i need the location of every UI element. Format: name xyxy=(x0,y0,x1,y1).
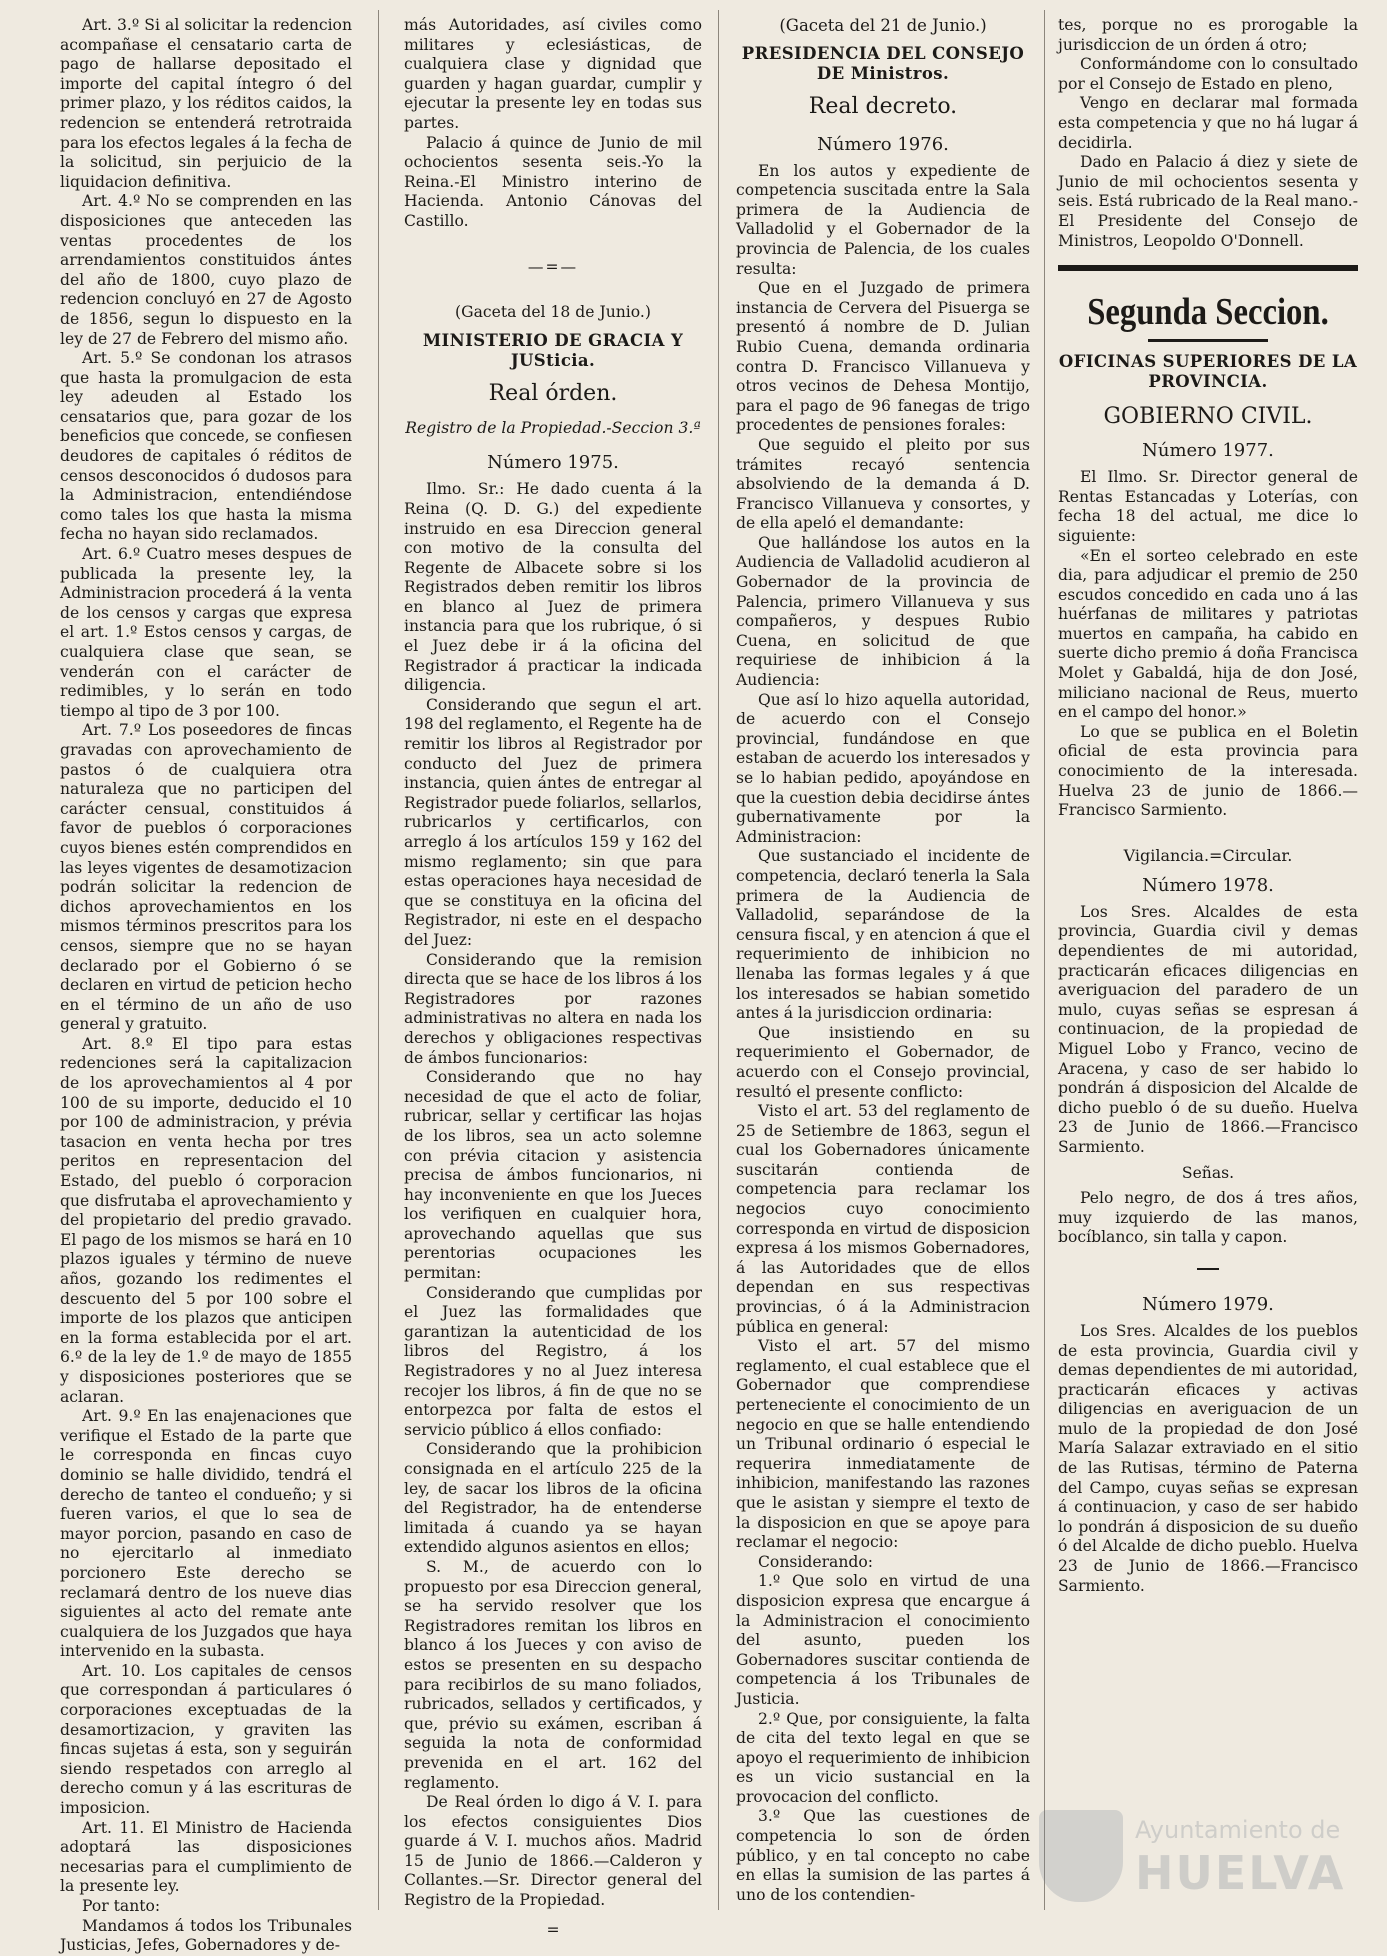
article-paragraph: Considerando que cumplidas por el Juez las formalidades que garantizan la autenticidad de los libros del Registro, á los Registradores y no al Juez interesa recojer los libros, á fin de que no se entorpezca por falta de estos el servicio público á ellos confiado: xyxy=(404,1283,702,1439)
article-paragraph: Ilmo. Sr.: He dado cuenta á la Reina (Q. D. G.) del expediente instruido en esa Direccion general con motivo de la consulta del Regente de Albacete sobre si los Registrados deben remitir los libros en blanco al Juez de primera instancia para que los rubrique, ó si el Juez debe ir á la oficina del Registrador á practicar la indicada diligencia. xyxy=(404,480,702,695)
section-title: Segunda Seccion. xyxy=(1087,291,1329,334)
item-number: Número 1977. xyxy=(1142,440,1274,462)
article-paragraph: S. M., de acuerdo con lo propuesto por esa Direccion general, se ha servido resolver que los Registradores remitan los libros en blanco á los Jueces y con aviso de estos se presenten en su despacho para recibirlos de su mano foliados, rubricados, sellados y certificados, y que, prévio su exámen, escriban á seguida la nota de conformidad prevenida en el art. 162 del reglamento. xyxy=(404,1557,702,1792)
article-paragraph: Mandamos á todos los Tribunales Justicias, Jefes, Gobernadores y de- xyxy=(60,1916,352,1955)
article-paragraph: Que así lo hizo aquella autoridad, de acuerdo con el Consejo provincial, fundándose en que estaban de acuerdo los interesados y se lo habian pedido, apoyándose en que la cuestion debia decidirse ántes gubernativamente por la Administracion: xyxy=(736,690,1030,846)
separator-bar xyxy=(1197,1268,1219,1270)
article-paragraph: Art. 11. El Ministro de Hacienda adoptará las disposiciones necesarias para el cumplimiento de la presente ley. xyxy=(60,1818,352,1896)
article-paragraph: Art. 7.º Los poseedores de fincas gravadas con aprovechamiento de pastos ó de cualquiera otra naturaleza que no participen del carácter censual, constituidos á favor de pueblos ó corporaciones cuyos bienes estén comprendidos en las leyes vigentes de desamotizacion podrán solicitar la redencion de dichos aprovechamientos en los mismos términos prescritos para los censos, siempre que no se hayan declarado por el Gobierno ó se declaren en virtud de peticion hecho en el término de un año de uso general y gratuito. xyxy=(60,721,352,1034)
watermark-line-1: Ayuntamiento de xyxy=(1135,1816,1341,1844)
separator: —=— xyxy=(527,257,579,276)
gazette-date: (Gaceta del 21 de Junio.) xyxy=(779,16,987,35)
column-divider xyxy=(718,10,719,1910)
section-subheading: Registro de la Propiedad.-Seccion 3.ª xyxy=(405,418,701,437)
article-paragraph: Art. 3.º Si al solicitar la redencion acompañase el censatario carta de pago de hallarse depositado el importe del capital íntegro ó del primer plazo, y los réditos caidos, la redencion se entenderá retrotraida para los efectos legales á la fecha de la solicitud, sin perjuicio de la liquidacion definitiva. xyxy=(60,16,352,191)
article-paragraph: Palacio á quince de Junio de mil ochocientos sesenta seis.-Yo la Reina.-El Ministro interino de Hacienda. Antonio Cánovas del Castillo. xyxy=(404,133,702,230)
section-rule xyxy=(1058,265,1358,271)
senas-heading: Señas. xyxy=(1181,1163,1235,1182)
column-1 xyxy=(60,16,352,1955)
column-4 xyxy=(1058,16,1358,1906)
city-seal-icon xyxy=(1039,1810,1123,1902)
article-paragraph: Los Sres. Alcaldes de los pueblos de esta provincia, Guardia civil y demas dependientes de mi autoridad, practicarán eficaces y activas diligencias en averiguacion de un mulo de la propiedad de don José María Salazar extraviado en el sitio de las Rutisas, término de Paterna del Campo, cuyas señas se expresan á continuacion, y caso de ser habido lo pondrán á disposicion de su dueño ó del Alcalde de dicho pueblo. Huelva 23 de Junio de 1866.—Francisco Sarmiento. xyxy=(1058,1321,1358,1595)
section-heading: Real órden. xyxy=(488,380,618,406)
watermark xyxy=(1039,1806,1369,1906)
article-paragraph: Vengo en declarar mal formada esta competencia y que no há lugar á decidirla. xyxy=(1058,94,1358,152)
article-paragraph: 2.º Que, por consiguiente, la falta de cita del texto legal en que se apoyo el requerimiento de inhibicion es un vicio sustancial en la provocacion del conflicto. xyxy=(736,1709,1030,1806)
article-paragraph: Considerando que la remision directa que se hace de los libros á los Registradores por razones administrativas no altera en nada los derechos y obligaciones respectivas de ámbos funcionarios: xyxy=(404,950,702,1067)
article-paragraph: más Autoridades, así civiles como militares y eclesiásticas, de cualquiera clase y dignidad que guarden y hagan guardar, cumplir y ejecutar la presente ley en todas sus partes. xyxy=(404,16,702,132)
article-paragraph: 3.º Que las cuestiones de competencia lo son de órden público, y en tal concepto no cabe en ellas la sumision de las partes á uno de los contendien- xyxy=(736,1807,1030,1904)
article-paragraph: Pelo negro, de dos á tres años, muy izquierdo de las manos, bocíblanco, sin talla y capon. xyxy=(1058,1189,1358,1247)
ornament-rule xyxy=(1148,339,1268,342)
item-number: Número 1976. xyxy=(817,133,949,155)
article-paragraph: Por tanto: xyxy=(82,1897,161,1915)
article-paragraph: 1.º Que solo en virtud de una disposicion expresa que encargue á la Administracion el conocimiento del asunto, pueden los Gobernadores suscitar contienda de competencia á los Tribunales de Justicia. xyxy=(736,1572,1030,1708)
article-paragraph: Art. 4.º No se comprenden en las disposiciones que anteceden las ventas procedentes de los arrendamientos constituidos ántes del año de 1800, cuyo plazo de redencion concluyó en 27 de Agosto de 1856, segun lo dispuesto en la ley de 27 de Febrero del mismo año. xyxy=(60,192,352,348)
item-number: Número 1975. xyxy=(487,452,619,474)
circular-heading: Vigilancia.=Circular. xyxy=(1123,845,1293,865)
article-paragraph: Que seguido el pleito por sus trámites recayó sentencia absolviendo de la demanda á D. Francisco Villanueva y consortes, y de ella apeló el demandante: xyxy=(736,435,1030,533)
item-number: Número 1979. xyxy=(1142,1293,1274,1315)
article-paragraph: Art. 6.º Cuatro meses despues de publicada la presente ley, la Administracion procederá á la venta de los censos y cargas que expresa el art. 1.º Estos censos y cargas, de cualquiera clase que sean, se venderán con el carácter de redimibles, y lo serán en todo tiempo al tipo de 3 por 100. xyxy=(60,545,352,720)
article-paragraph: Lo que se publica en el Boletin oficial de esta provincia para conocimiento de la interesada. Huelva 23 de junio de 1866.—Francisco Sarmiento. xyxy=(1058,722,1358,820)
article-paragraph: «En el sorteo celebrado en este dia, para adjudicar el premio de 250 escudos concedido en cada uno á las huérfanas de militares y patriotas muertos en campaña, ha cabido en suerte dicho premio á doña Francisca Molet y Gabaldá, hija de don José, miliciano nacional de Reus, muerto en el campo del honor.» xyxy=(1058,546,1358,722)
article-paragraph: Art. 9.º En las enajenaciones que verifique el Estado de la parte que le corresponda en fincas cuyo dominio se halle dividido, tendrá el derecho de tanteo el condueño; y si fueren varios, el que lo sea de mayor porcion, pasando en caso de no ejercitarlo al inmediato porcionero Este derecho se reclamará dentro de los nueve dias siguientes al acto del remate ante cualquiera de los Juzgados que haya intervenido en la subasta. xyxy=(60,1407,352,1661)
gobierno-heading: GOBIERNO CIVIL. xyxy=(1103,404,1313,430)
section-heading: Real decreto. xyxy=(808,93,958,119)
column-3 xyxy=(736,16,1030,1906)
article-paragraph: Art. 8.º El tipo para estas redenciones será la capitalizacion de los aprovechamientos al 4 por 100 de su importe, deducido el 10 por 100 de administracion, y prévia tasacion en venta hecha por tres peritos en representacion del Estado, del pueblo ó corporacion que disfrutaba el aprovechamiento y del propietario del predio gravado. El pago de los mismos se hará en 10 plazos iguales y término de nueve años, gozando los redimentes el descuento del 5 por 100 sobre el importe de los plazos que anticipen en la forma establecida por el art. 6.º de la ley de 1.º de mayo de 1855 y disposiciones posteriores que se aclaran. xyxy=(60,1034,352,1406)
article-paragraph: tes, porque no es prorogable la jurisdiccion de un órden á otro; xyxy=(1058,16,1358,54)
gazette-date: (Gaceta del 18 de Junio.) xyxy=(455,303,651,322)
offices-heading: OFICINAS SUPERIORES DE LA PROVINCIA. xyxy=(1058,352,1358,392)
ministry-heading: PRESIDENCIA DEL CONSEJO DE Ministros. xyxy=(741,43,1025,83)
column-divider xyxy=(1044,10,1045,1910)
item-number: Número 1978. xyxy=(1142,874,1274,896)
article-paragraph: Que sustanciado el incidente de competencia, declaró tenerla la Sala primera de la Audiencia de Valladolid, separándose de la censura fiscal, y en atencion á que el requerimiento de inhibicion no llenaba las formas legales y á que los interesados se habian sometido antes á la jurisdiccion ordinaria: xyxy=(736,847,1030,1023)
watermark-line-2: HUELVA xyxy=(1135,1846,1346,1900)
article-paragraph: Conformándome con lo consultado por el Consejo de Estado en pleno, xyxy=(1058,55,1358,93)
article-paragraph: Visto el art. 57 del mismo reglamento, el cual establece que el Gobernador que comprendiese perteneciente el conocimiento de un negocio en que se halle entendiendo un Tribunal ordinario ó especial le requerira inmediatamente de inhibicion, manifestando las razones que le asistan y siempre el texto de la disposicion en que se apoye para reclamar el negocio: xyxy=(736,1337,1030,1552)
article-paragraph: Que insistiendo en su requerimiento el Gobernador, de acuerdo con el Consejo provincial, resultó el presente conflicto: xyxy=(736,1023,1030,1101)
article-paragraph: Visto el art. 53 del reglamento de 25 de Setiembre de 1863, segun el cual los Gobernadores únicamente suscitarán contienda de competencia para reclamar los negocios cuyo conocimiento corresponda en virtud de disposicion expresa á los mismos Gobernadores, á las Autoridades que de ellos dependan en sus respectivas provincias, ó á la Administracion pública en general: xyxy=(736,1102,1030,1336)
article-paragraph: Que hallándose los autos en la Audiencia de Valladolid acudieron al Gobernador de la provincia de Palencia, primero Villanueva y sus compañeros, y despues Rubio Cuena, en solicitud de que requiriese de inhibicion á la Audiencia: xyxy=(736,533,1030,690)
article-paragraph: Considerando que no hay necesidad de que el acto de foliar, rubricar, sellar y certificar las hojas de los libros, sea un acto solemne con prévia citacion y asistencia precisa de ámbos funcionarios, ni hay inconveniente en que los Jueces los verifiquen en cualquier hora, aprovechando aquellas que sus perentorias ocupaciones les permitan: xyxy=(404,1068,702,1283)
column-2 xyxy=(404,16,702,1939)
column-divider xyxy=(378,10,379,1910)
article-paragraph: Considerando que la prohibicion consignada en el artículo 225 de la ley, de sacar los libros de la oficina del Registrador, ha de entenderse limitada á cuando ya se hayan extendido algunos asientos en ellos; xyxy=(404,1440,702,1557)
article-paragraph: Considerando que segun el art. 198 del reglamento, el Regente ha de remitir los libros al Registrador por conducto del Juez de primera instancia, quien ántes de entregar al Registrador puede foliarlos, sellarlos, rubricarlos y certificarlos, con arreglo á los artículos 159 y 162 del mismo reglamento; sin que para estas operaciones haya necesidad de que se constituya en la oficina del Registrador, ni este en el despacho del Juez: xyxy=(404,695,702,949)
article-paragraph: Que en el Juzgado de primera instancia de Cervera del Pisuerga se presentó á nombre de D. Julian Rubio Cuena, demanda ordinaria contra D. Francisco Villanueva y otros vecinos de Dehesa Montijo, para el pago de 96 fanegas de trigo procedentes de pensiones forales: xyxy=(736,279,1030,435)
article-paragraph: El Ilmo. Sr. Director general de Rentas Estancadas y Loterías, con fecha 18 del actual, me dice lo siguiente: xyxy=(1058,468,1358,545)
article-paragraph: En los autos y expediente de competencia suscitada entre la Sala primera de la Audiencia de Valladolid y el Gobernador de la provincia de Palencia, de los cuales resulta: xyxy=(736,161,1030,278)
end-mark: = xyxy=(546,1920,560,1939)
article-paragraph: Art. 10. Los capitales de censos que correspondan á particulares ó corporaciones exceptuadas de la desamortizacion, y graviten las fincas sujetas á esta, son y seguirán siendo respetados con arreglo al derecho comun y á las escrituras de imposicion. xyxy=(60,1661,352,1818)
article-paragraph: Considerando: xyxy=(758,1552,873,1571)
article-paragraph: Los Sres. Alcaldes de esta provincia, Guardia civil y demas dependientes de mi autoridad, practicarán eficaces diligencias en averiguacion del paradero de un mulo, cuyas señas se espresan á continuacion, de la propiedad de Miguel Lobo y Franco, vecino de Aracena, y caso de ser habido lo pondrán á disposicion del Alcalde de dicho pueblo ó de su dueño. Huelva 23 de Junio de 1866.—Francisco Sarmiento. xyxy=(1058,902,1358,1156)
article-paragraph: Dado en Palacio á diez y siete de Junio de mil ochocientos sesenta y seis. Está rubricado de la Real mano.-El Presidente del Consejo de Ministros, Leopoldo O'Donnell. xyxy=(1058,153,1358,250)
ministry-heading: MINISTERIO DE GRACIA Y JUSticia. xyxy=(422,330,684,370)
article-paragraph: De Real órden lo digo á V. I. para los efectos consiguientes Dios guarde á V. I. muchos años. Madrid 15 de Junio de 1866.—Calderon y Collantes.—Sr. Director general del Registro de la Propiedad. xyxy=(404,1793,702,1910)
article-paragraph: Art. 5.º Se condonan los atrasos que hasta la promulgacion de esta ley adeuden al Estado los censatarios que, para gozar de los beneficios que concede, se confiesen deudores de capitales ó réditos de censos desconocidos ó dudosos para la Administracion, entendiéndose como tales los que hasta la misma fecha no hayan sido reclamados. xyxy=(60,349,352,544)
